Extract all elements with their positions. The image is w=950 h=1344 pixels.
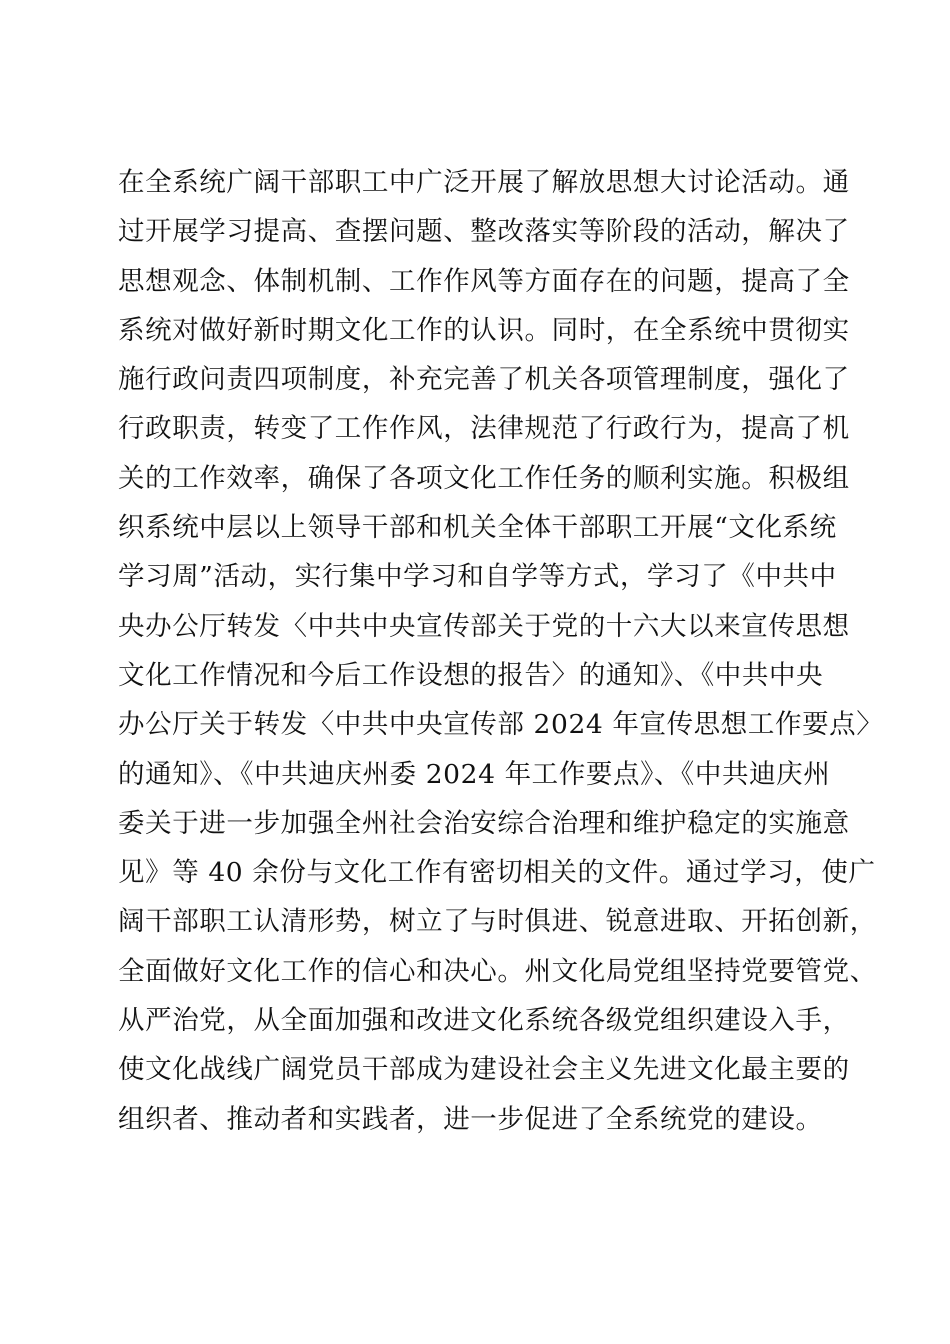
paragraph-line: 见》等 40 余份与文化工作有密切相关的文件。通过学习，使广 (118, 857, 876, 889)
paragraph-line: 从严治党，从全面加强和改进文化系统各级党组织建设入手， (118, 1005, 850, 1037)
paragraph-line: 文化工作情况和今后工作设想的报告〉的通知》、《中共中央 (118, 659, 824, 691)
paragraph-line: 行政职责，转变了工作作风，法律规范了行政行为，提高了机 (118, 413, 850, 445)
paragraph-line: 办公厅关于转发〈中共中央宣传部 2024 年宣传思想工作要点〉 (118, 709, 884, 741)
paragraph-line: 关的工作效率，确保了各项文化工作任务的顺利实施。积极组 (118, 462, 850, 494)
paragraph-line: 使文化战线广阔党员干部成为建设社会主义先进文化最主要的 (118, 1054, 850, 1086)
paragraph-line: 在全系统广阔干部职工中广泛开展了解放思想大讨论活动。通 (118, 167, 850, 198)
paragraph-line: 组织者、推动者和实践者，进一步促进了全系统党的建设。 (118, 1103, 823, 1135)
paragraph-line: 的通知》、《中共迪庆州委 2024 年工作要点》、《中共迪庆州 (118, 758, 831, 790)
paragraph-line: 织系统中层以上领导干部和机关全体干部职工开展“文化系统 (118, 512, 837, 544)
paragraph-line: 系统对做好新时期文化工作的认识。同时，在全系统中贯彻实 (118, 314, 850, 346)
paragraph-line: 学习周”活动，实行集中学习和自学等方式，学习了《中共中 (118, 561, 837, 593)
paragraph-line: 阔干部职工认清形势，树立了与时俱进、锐意进取、开拓创新， (118, 906, 877, 938)
paragraph-line: 委关于进一步加强全州社会治安综合治理和维护稳定的实施意 (118, 807, 850, 839)
paragraph-line: 央办公厅转发〈中共中央宣传部关于党的十六大以来宣传思想 (118, 610, 850, 642)
body-paragraph (118, 158, 884, 1144)
paragraph-line: 全面做好文化工作的信心和决心。州文化局党组坚持党要管党、 (118, 955, 877, 987)
paragraph-line: 过开展学习提高、查摆问题、整改落实等阶段的活动，解决了 (118, 216, 850, 248)
paragraph-line: 施行政问责四项制度，补充完善了机关各项管理制度，强化了 (118, 364, 850, 396)
paragraph-line: 思想观念、体制机制、工作作风等方面存在的问题，提高了全 (118, 265, 850, 297)
